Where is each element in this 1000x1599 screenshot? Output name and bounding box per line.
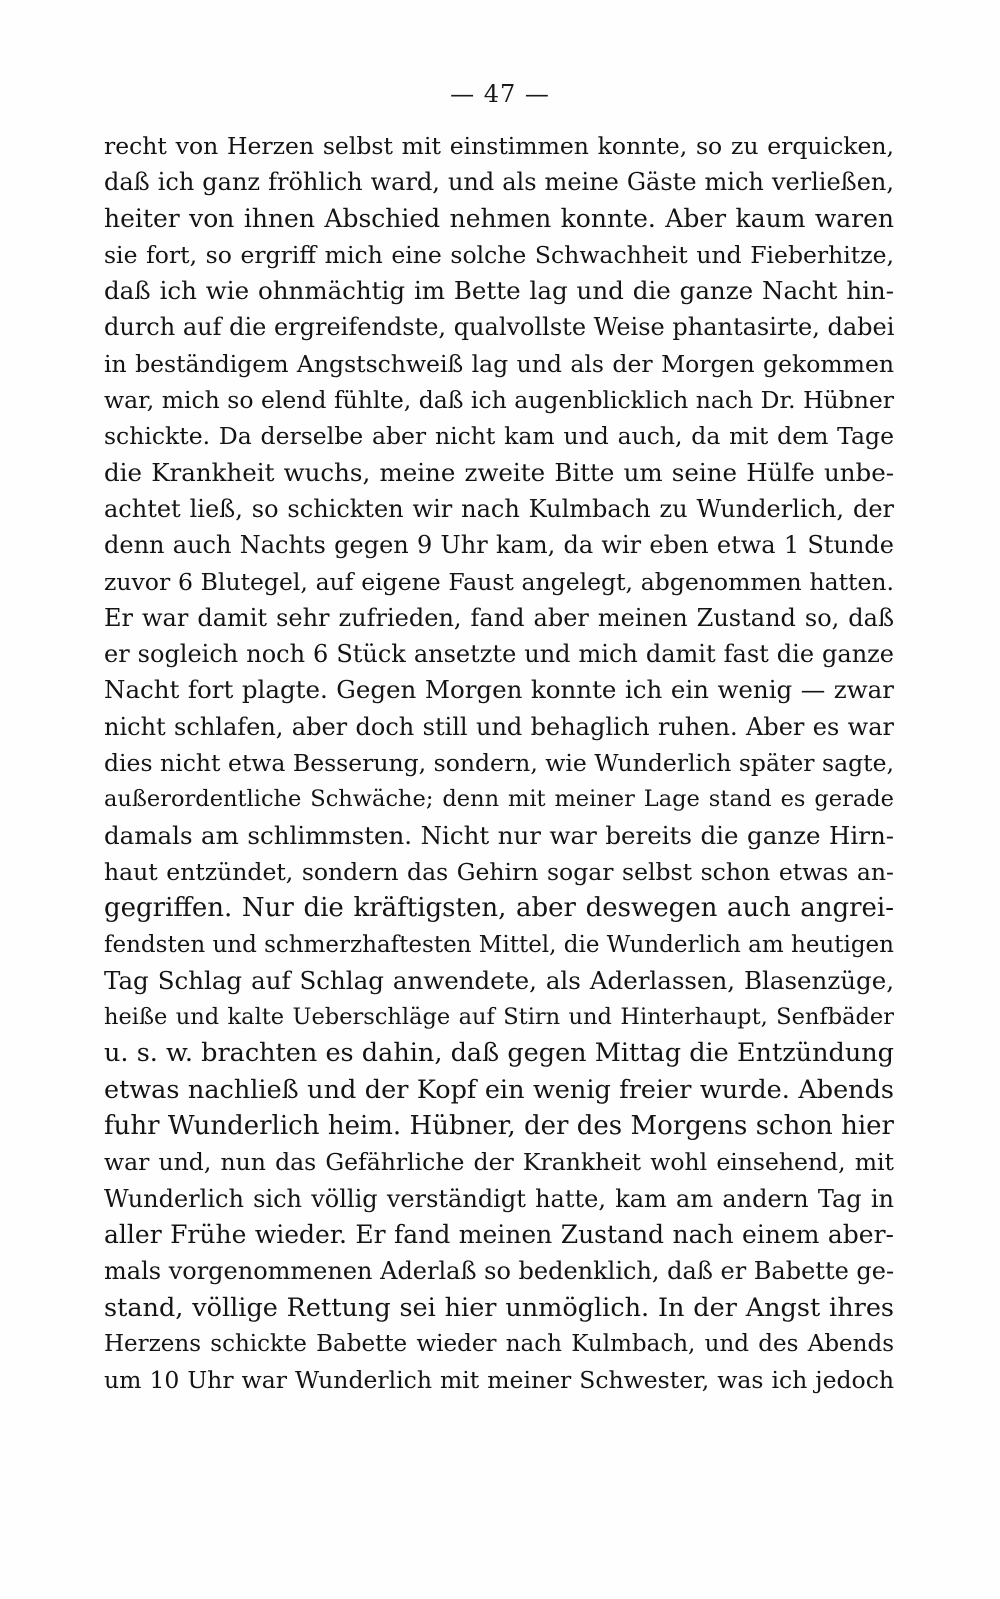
page-number: — 47 —	[450, 80, 550, 108]
text-line: Er war damit sehr zufrieden, fand aber meinen Zustand so, daß	[104, 603, 894, 632]
text-line: daß ich ganz fröhlich ward, und als meine Gäste mich verließen,	[104, 168, 894, 197]
text-line: Wunderlich sich völlig verständigt hatte, kam am andern Tag in	[104, 1184, 894, 1213]
text-line: heiter von ihnen Abschied nehmen konnte. Aber kaum waren	[104, 203, 894, 233]
text-line: achtet ließ, so schickten wir nach Kulmbach zu Wunderlich, der	[104, 494, 894, 523]
text-line: außerordentliche Schwäche; denn mit meiner Lage stand es gerade	[104, 786, 894, 813]
text-line: aller Frühe wieder. Er fand meinen Zustand nach einem aber-	[104, 1219, 894, 1249]
text-line: stand, völlige Rettung sei hier unmöglich. In der Angst ihres	[104, 1292, 894, 1323]
text-line: er sogleich noch 6 Stück ansetzte und mich damit fast die ganze	[104, 640, 894, 669]
text-line: die Krankheit wuchs, meine zweite Bitte um seine Hülfe unbe-	[104, 457, 894, 487]
text-line: Herzens schickte Babette wieder nach Kulmbach, und des Abends	[104, 1330, 894, 1357]
text-line: daß ich wie ohnmächtig im Bette lag und die ganze Nacht hin-	[104, 276, 894, 306]
text-line: recht von Herzen selbst mit einstimmen konnte, so zu erquicken,	[104, 132, 894, 160]
text-line: Nacht fort plagte. Gegen Morgen konnte ich ein wenig — zwar	[104, 675, 894, 705]
text-line: haut entzündet, sondern das Gehirn sogar selbst schon etwas an-	[104, 857, 894, 886]
text-line: zuvor 6 Blutegel, auf eigene Faust angelegt, abgenommen hatten.	[104, 567, 894, 596]
text-line: sie fort, so ergriff mich eine solche Schwachheit und Fieberhitze,	[104, 240, 894, 269]
text-line: durch auf die ergreifendste, qualvollste Weise phantasirte, dabei	[104, 313, 894, 342]
text-line: dies nicht etwa Besserung, sondern, wie Wunderlich später sagte,	[104, 749, 894, 778]
text-line: etwas nachließ und der Kopf ein wenig freier wurde. Abends	[104, 1074, 894, 1105]
text-line: Tag Schlag auf Schlag anwendete, als Aderlassen, Blasenzüge,	[104, 965, 894, 995]
text-line: heiße und kalte Ueberschläge auf Stirn und Hinterhaupt, Senfbäder	[104, 1004, 894, 1031]
text-line: gegriffen. Nur die kräftigsten, aber deswegen auch angrei-	[104, 893, 894, 924]
body-text	[104, 128, 894, 1398]
text-line: war und, nun das Gefährliche der Krankheit wohl einsehend, mit	[104, 1148, 894, 1177]
text-line: denn auch Nachts gegen 9 Uhr kam, da wir eben etwa 1 Stunde	[104, 531, 894, 560]
text-line: war, mich so elend fühlte, daß ich augenblicklich nach Dr. Hübner	[104, 386, 894, 415]
text-line: um 10 Uhr war Wunderlich mit meiner Schwester, was ich jedoch	[104, 1366, 894, 1395]
text-line: schickte. Da derselbe aber nicht kam und auch, da mit dem Tage	[104, 422, 894, 451]
text-line: fendsten und schmerzhaftesten Mittel, die Wunderlich am heutigen	[104, 931, 894, 958]
text-line: fuhr Wunderlich heim. Hübner, der des Morgens schon hier	[104, 1111, 894, 1142]
text-line: in beständigem Angstschweiß lag und als der Morgen gekommen	[104, 349, 894, 378]
text-line: mals vorgenommenen Aderlaß so bedenklich, daß er Babette ge-	[104, 1257, 894, 1286]
text-line: u. s. w. brachten es dahin, daß gegen Mittag die Entzündung	[104, 1038, 894, 1069]
text-line: damals am schlimmsten. Nicht nur war bereits die ganze Hirn-	[104, 820, 894, 850]
text-line: nicht schlafen, aber doch still und behaglich ruhen. Aber es war	[104, 712, 894, 741]
